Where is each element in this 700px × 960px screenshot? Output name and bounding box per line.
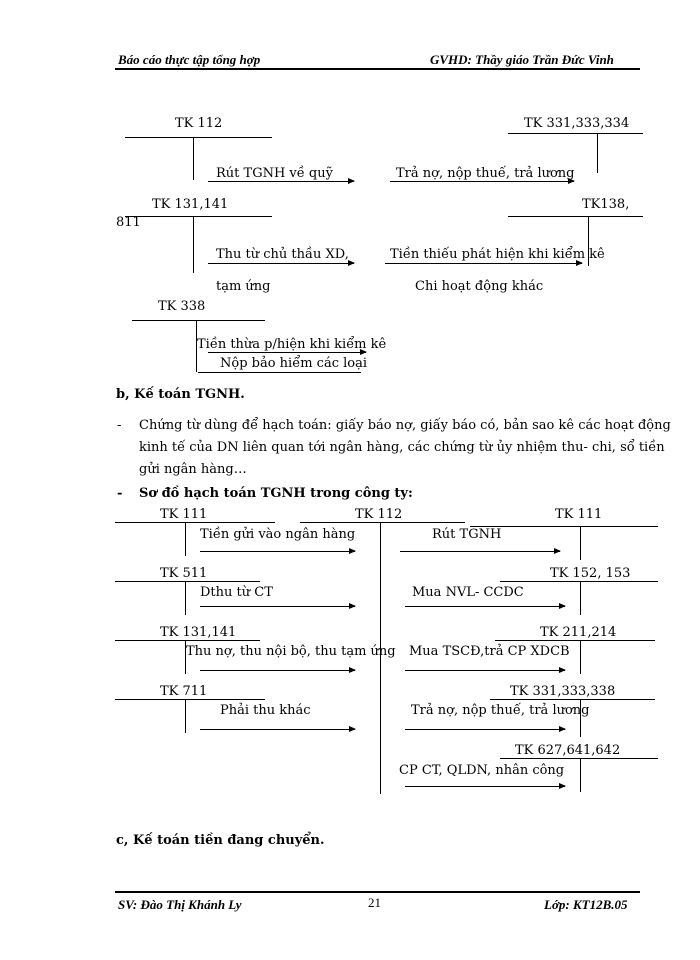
- paragraph-line: gửi ngân hàng…: [139, 462, 247, 477]
- paragraph-line: Chứng từ dùng để hạch toán: giấy báo nợ, giấy báo có, bản sao kê các hoạt động: [139, 418, 671, 433]
- label-mua-nvl: Mua NVL- CCDC: [412, 585, 524, 600]
- arrow: [208, 263, 354, 264]
- label-thu-tu: Thu từ chủ thầu XD,: [216, 247, 349, 262]
- t-account-line: [508, 133, 643, 134]
- account-tk627: TK 627,641,642: [515, 743, 621, 758]
- t-account-line: [125, 216, 272, 217]
- t-account-line: [185, 522, 186, 556]
- bullet-dash: -: [117, 486, 123, 501]
- label-thu-no: Thu nợ, thu nội bộ, thu tạm ứng: [186, 644, 396, 659]
- label-rut-tgnh: Rút TGNH về quỹ: [216, 166, 333, 181]
- section-b-title: b, Kế toán TGNH.: [116, 387, 245, 402]
- arrow: [405, 786, 565, 787]
- page-number: 21: [368, 895, 381, 910]
- arrow: [405, 729, 565, 730]
- label-nop-bh: Nộp bảo hiểm các loại: [220, 356, 368, 371]
- label-cp-ct: CP CT, QLDN, nhân công: [399, 763, 565, 778]
- account-tk112: TK 112: [355, 507, 403, 522]
- arrow: [200, 670, 355, 671]
- label-tra-no: Trả nợ, nộp thuế, trả lương: [396, 166, 575, 181]
- t-account-line: [300, 522, 465, 523]
- label-phai-thu: Phải thu khác: [220, 703, 311, 718]
- account-tk112: TK 112: [175, 116, 223, 131]
- label-dthu: Dthu từ CT: [200, 585, 273, 600]
- account-tk111-right: TK 111: [555, 507, 603, 522]
- account-tk211: TK 211,214: [540, 625, 617, 640]
- arrow: [200, 729, 355, 730]
- t-account-line: [490, 699, 655, 700]
- label-tien-thieu: Tiền thiếu phát hiện khi kiểm kê: [390, 247, 605, 262]
- t-account-line: [185, 581, 186, 615]
- t-account-line: [132, 320, 265, 321]
- footer-right: Lớp: KT12B.05: [544, 897, 628, 912]
- diagram2-heading: Sơ đồ hạch toán TGNH trong công ty:: [139, 486, 413, 501]
- account-tk131: TK 131,141: [160, 625, 237, 640]
- arrow: [400, 551, 560, 552]
- underline: [198, 372, 361, 373]
- footer-rule: [115, 891, 640, 893]
- arrow: [200, 551, 355, 552]
- t-account-line: [508, 216, 643, 217]
- arrow: [200, 606, 355, 607]
- header-left: Báo cáo thực tập tổng hợp: [118, 52, 261, 67]
- t-account-line: [580, 758, 581, 792]
- t-account-line: [580, 640, 581, 674]
- arrow: [390, 181, 574, 182]
- account-tk711: TK 711: [160, 684, 208, 699]
- account-tk138: TK138,: [582, 197, 630, 212]
- account-tk152: TK 152, 153: [550, 566, 631, 581]
- t-account-line: [580, 526, 581, 560]
- t-account-line: [115, 522, 275, 523]
- arrow: [405, 670, 565, 671]
- t-account-line: [193, 216, 194, 273]
- label-tam-ung: tạm ứng: [216, 279, 271, 294]
- t-account-line: [495, 640, 655, 641]
- t-account-line: [115, 640, 260, 641]
- t-account-line: [597, 133, 598, 173]
- footer-left: SV: Đào Thị Khánh Ly: [118, 897, 242, 912]
- account-tk331: TK 331,333,334: [524, 116, 630, 131]
- t-account-line: [125, 137, 272, 138]
- account-tk138-cont: 811: [116, 215, 141, 230]
- label-chi-hoat-dong: Chi hoạt động khác: [415, 279, 544, 294]
- t-account-line: [580, 581, 581, 615]
- section-c-title: c, Kế toán tiền đang chuyển.: [116, 833, 325, 848]
- arrow: [208, 352, 366, 353]
- t-account-line: [115, 581, 260, 582]
- label-tien-thua: Tiền thừa p/hiện khi kiểm kê: [197, 337, 387, 352]
- header-rule: [115, 68, 640, 70]
- account-tk131: TK 131,141: [152, 197, 229, 212]
- arrow: [385, 263, 582, 264]
- paragraph-line: kinh tế của DN liên quan tới ngân hàng, các chứng từ ủy nhiệm thu- chi, sổ tiền: [139, 440, 665, 455]
- t-account-line: [193, 137, 194, 180]
- t-account-line: [500, 581, 658, 582]
- account-tk331: TK 331,333,338: [510, 684, 616, 699]
- t-account-line: [185, 699, 186, 733]
- label-tra-no: Trả nợ, nộp thuế, trả lương: [411, 703, 590, 718]
- t-account-line: [115, 699, 265, 700]
- account-tk111-left: TK 111: [160, 507, 208, 522]
- account-tk511: TK 511: [160, 566, 208, 581]
- header-right: GVHD: Thầy giáo Trần Đức Vinh: [430, 52, 614, 67]
- label-mua-tscd: Mua TSCĐ,trả CP XDCB: [409, 644, 570, 659]
- arrow: [208, 181, 354, 182]
- bullet-dash: -: [117, 418, 122, 433]
- t-account-line: [500, 758, 658, 759]
- label-tien-gui: Tiền gửi vào ngân hàng: [200, 527, 356, 542]
- account-tk338: TK 338: [158, 299, 206, 314]
- label-rut-tgnh: Rút TGNH: [432, 527, 502, 542]
- arrow: [405, 606, 565, 607]
